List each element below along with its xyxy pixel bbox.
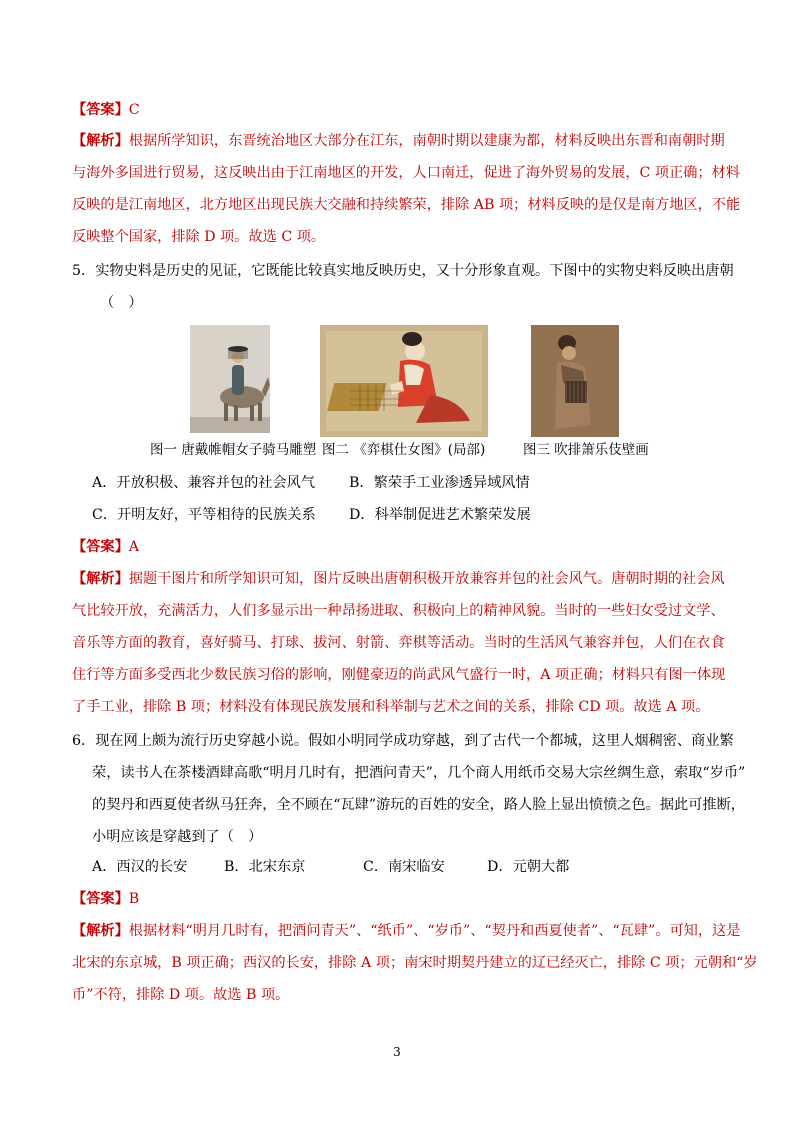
q6-analysis-line-2: 北宋的东京城，B 项正确；西汉的长安，排除 A 项；南宋时期契丹建立的辽已经灭亡，排除 C 项；元朝和“岁 — [72, 955, 758, 971]
q5-stem-line-2: （ ） — [100, 295, 143, 311]
page-number: 3 — [393, 1045, 401, 1059]
q6-stem-line-3: 的契丹和西夏使者纵马狂奔，全不顾在“瓦肆”游玩的百姓的安全，路人脸上显出愤愤之色。据此可推断， — [92, 797, 745, 813]
q4-analysis-line-4: 反映整个国家，排除 D 项。故选 C 项。 — [72, 229, 326, 245]
q5-analysis-line-3: 音乐等方面的教育，喜好骑马、打球、拔河、射箭、弈棋等活动。当时的生活风气兼容并包，人们在衣食 — [72, 635, 725, 651]
q5-option-a: A．开放积极、兼容并包的社会风气 — [92, 475, 316, 491]
q4-analysis-line-2: 与海外多国进行贸易，这反映出由于江南地区的开发，人口南迁，促进了海外贸易的发展，C 项正确；材料 — [72, 165, 740, 181]
q5-analysis-line-2: 气比较开放，充满活力，人们多显示出一种昂扬进取、积极向上的精神风貌。当时的一些妇女受过文学、 — [72, 603, 725, 619]
q5-analysis-line-1: 【解析】据题干图片和所学知识可知，图片反映出唐朝积极开放兼容并包的社会风气。唐朝时期的社会风 — [72, 571, 725, 587]
q5-analysis-line-5: 了手工业，排除 B 项；材料没有体现民族发展和科举制与艺术之间的关系，排除 CD 项。故选 A 项。 — [72, 699, 710, 715]
q4-analysis-line-1: 【解析】根据所学知识，东晋统治地区大部分在江东，南朝时期以建康为都，材料反映出东晋和南朝时期 — [72, 133, 725, 149]
q6-stem-line-1: 6．现在网上颇为流行历史穿越小说。假如小明同学成功穿越，到了古代一个都城，这里人烟稠密、商业繁 — [72, 733, 734, 749]
figure-1-caption: 图一 唐戴帷帽女子骑马雕塑 — [150, 442, 317, 458]
horse-rider-figurine-image — [190, 325, 270, 433]
q5-option-d: D．科举制促进艺术繁荣发展 — [349, 507, 531, 523]
mural-musician-image — [531, 325, 619, 437]
figure-3-caption: 图三 吹排箫乐伎壁画 — [523, 442, 649, 458]
q6-answer: 【答案】B — [72, 891, 140, 907]
q4-answer: 【答案】C — [72, 102, 140, 118]
q5-analysis-line-4: 住行等方面多受西北少数民族习俗的影响，刚健豪迈的尚武风气盛行一时，A 项正确；材料只有图一体现 — [72, 667, 726, 683]
q5-stem-line-1: 5．实物史料是历史的见证，它既能比较真实地反映历史，又十分形象直观。下图中的实物史料反映出唐朝 — [72, 263, 734, 279]
figure-2-caption: 图二 《弈棋仕女图》(局部) — [322, 442, 486, 458]
painting-lady-playing-go-image — [320, 325, 488, 437]
q6-option-b: B．北宋东京 — [224, 859, 306, 875]
q4-analysis-line-3: 反映的是江南地区，北方地区出现民族大交融和持续繁荣，排除 AB 项；材料反映的是仅是南方地区，不能 — [72, 197, 741, 213]
q5-answer: 【答案】A — [72, 539, 140, 555]
q6-option-c: C．南宋临安 — [363, 859, 445, 875]
q5-option-b: B．繁荣手工业渗透异域风情 — [349, 475, 530, 491]
q6-option-a: A．西汉的长安 — [92, 859, 188, 875]
q5-option-c: C．开明友好，平等相待的民族关系 — [92, 507, 316, 523]
q6-option-d: D．元朝大都 — [487, 859, 570, 875]
q6-analysis-line-3: 币”不符，排除 D 项。故选 B 项。 — [72, 987, 290, 1003]
q6-stem-line-4: 小明应该是穿越到了（ ） — [92, 829, 263, 845]
q6-analysis-line-1: 【解析】根据材料“明月几时有，把酒问青天”、“纸币”、“岁币”、“契丹和西夏使者”、“瓦肆”。可知，这是 — [72, 923, 741, 939]
q6-stem-line-2: 荣，读书人在茶楼酒肆高歌“明月几时有，把酒问青天”，几个商人用纸币交易大宗丝绸生意，索取“岁币” — [92, 765, 746, 781]
